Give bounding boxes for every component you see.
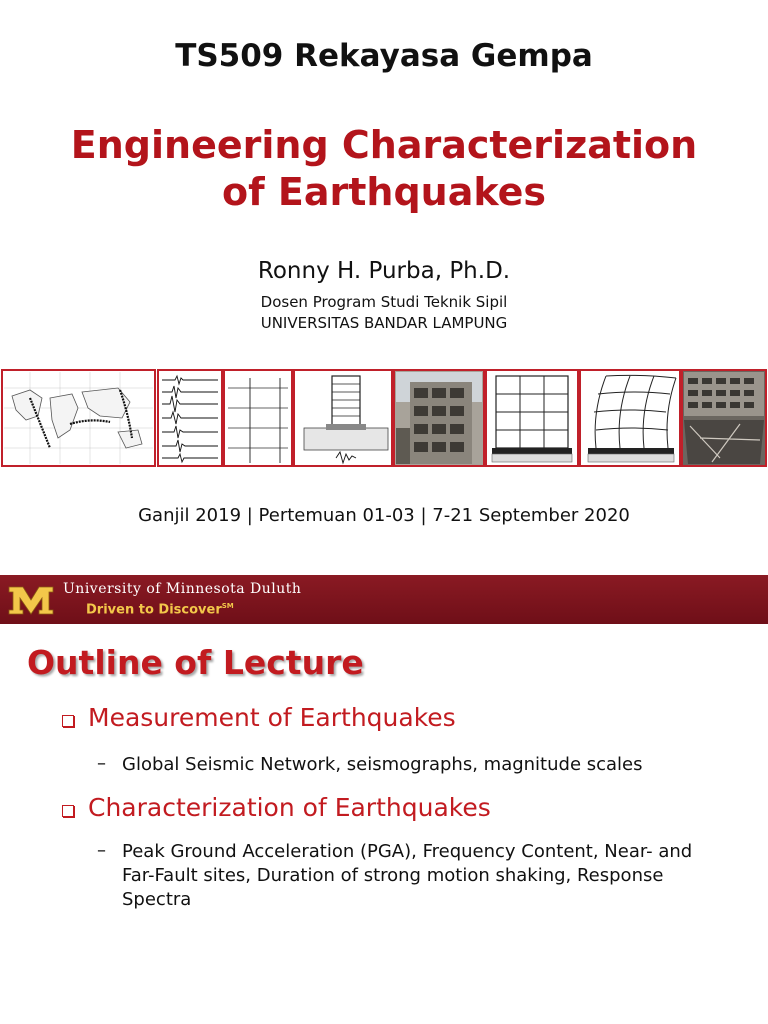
author-name: Ronny H. Purba, Ph.D. [257,258,511,284]
dash-icon: – [97,753,106,774]
building-foundation-diagram [294,370,392,466]
department-line1: Dosen Program Studi Teknik Sipil [260,293,508,311]
bullet-square-icon [62,805,74,817]
university-name: University of Minnesota Duluth [63,581,302,597]
outline-item-2: Characterization of Earthquakes [88,793,491,822]
deformed-frame-diagram [580,370,680,466]
outline-item-1: Measurement of Earthquakes [88,703,456,732]
undeformed-frame-diagram [486,370,578,466]
tagline-text: Driven to Discover [86,602,222,618]
lecture-title [0,122,768,216]
world-seismicity-map [2,370,155,466]
university-tagline [86,602,234,617]
outline-subitem-1: Global Seismic Network, seismographs, magnitude scales [122,754,643,775]
university-m-logo [7,584,55,616]
outline-title: Outline of Lecture [27,643,364,682]
damaged-buildings-photo [682,370,766,466]
dash-icon: – [97,840,106,861]
department-line2: UNIVERSITAS BANDAR LAMPUNG [260,314,508,332]
outline-subitem-2-line2: Far-Fault sites, Duration of strong motion shaking, Response [122,865,664,886]
bullet-square-icon [62,715,74,727]
department [0,292,768,334]
outline-subitem-2 [122,840,737,912]
image-strip [0,368,768,468]
lecture-title-line2: of Earthquakes [222,170,546,214]
outline-subitem-2-line1: Peak Ground Acceleration (PGA), Frequency Content, Near- and [122,841,693,862]
course-title: TS509 Rekayasa Gempa [175,38,593,74]
outline-subitem-2-line3: Spectra [122,889,192,910]
session-info: Ganjil 2019 | Pertemuan 01-03 | 7-21 September 2020 [138,505,630,526]
university-banner [0,575,768,624]
tagline-mark: SM [221,602,234,610]
building-photo [394,370,484,466]
structure-response-diagram [224,370,292,466]
seismogram-records [158,370,222,466]
lecture-title-line1: Engineering Characterization [70,123,698,167]
